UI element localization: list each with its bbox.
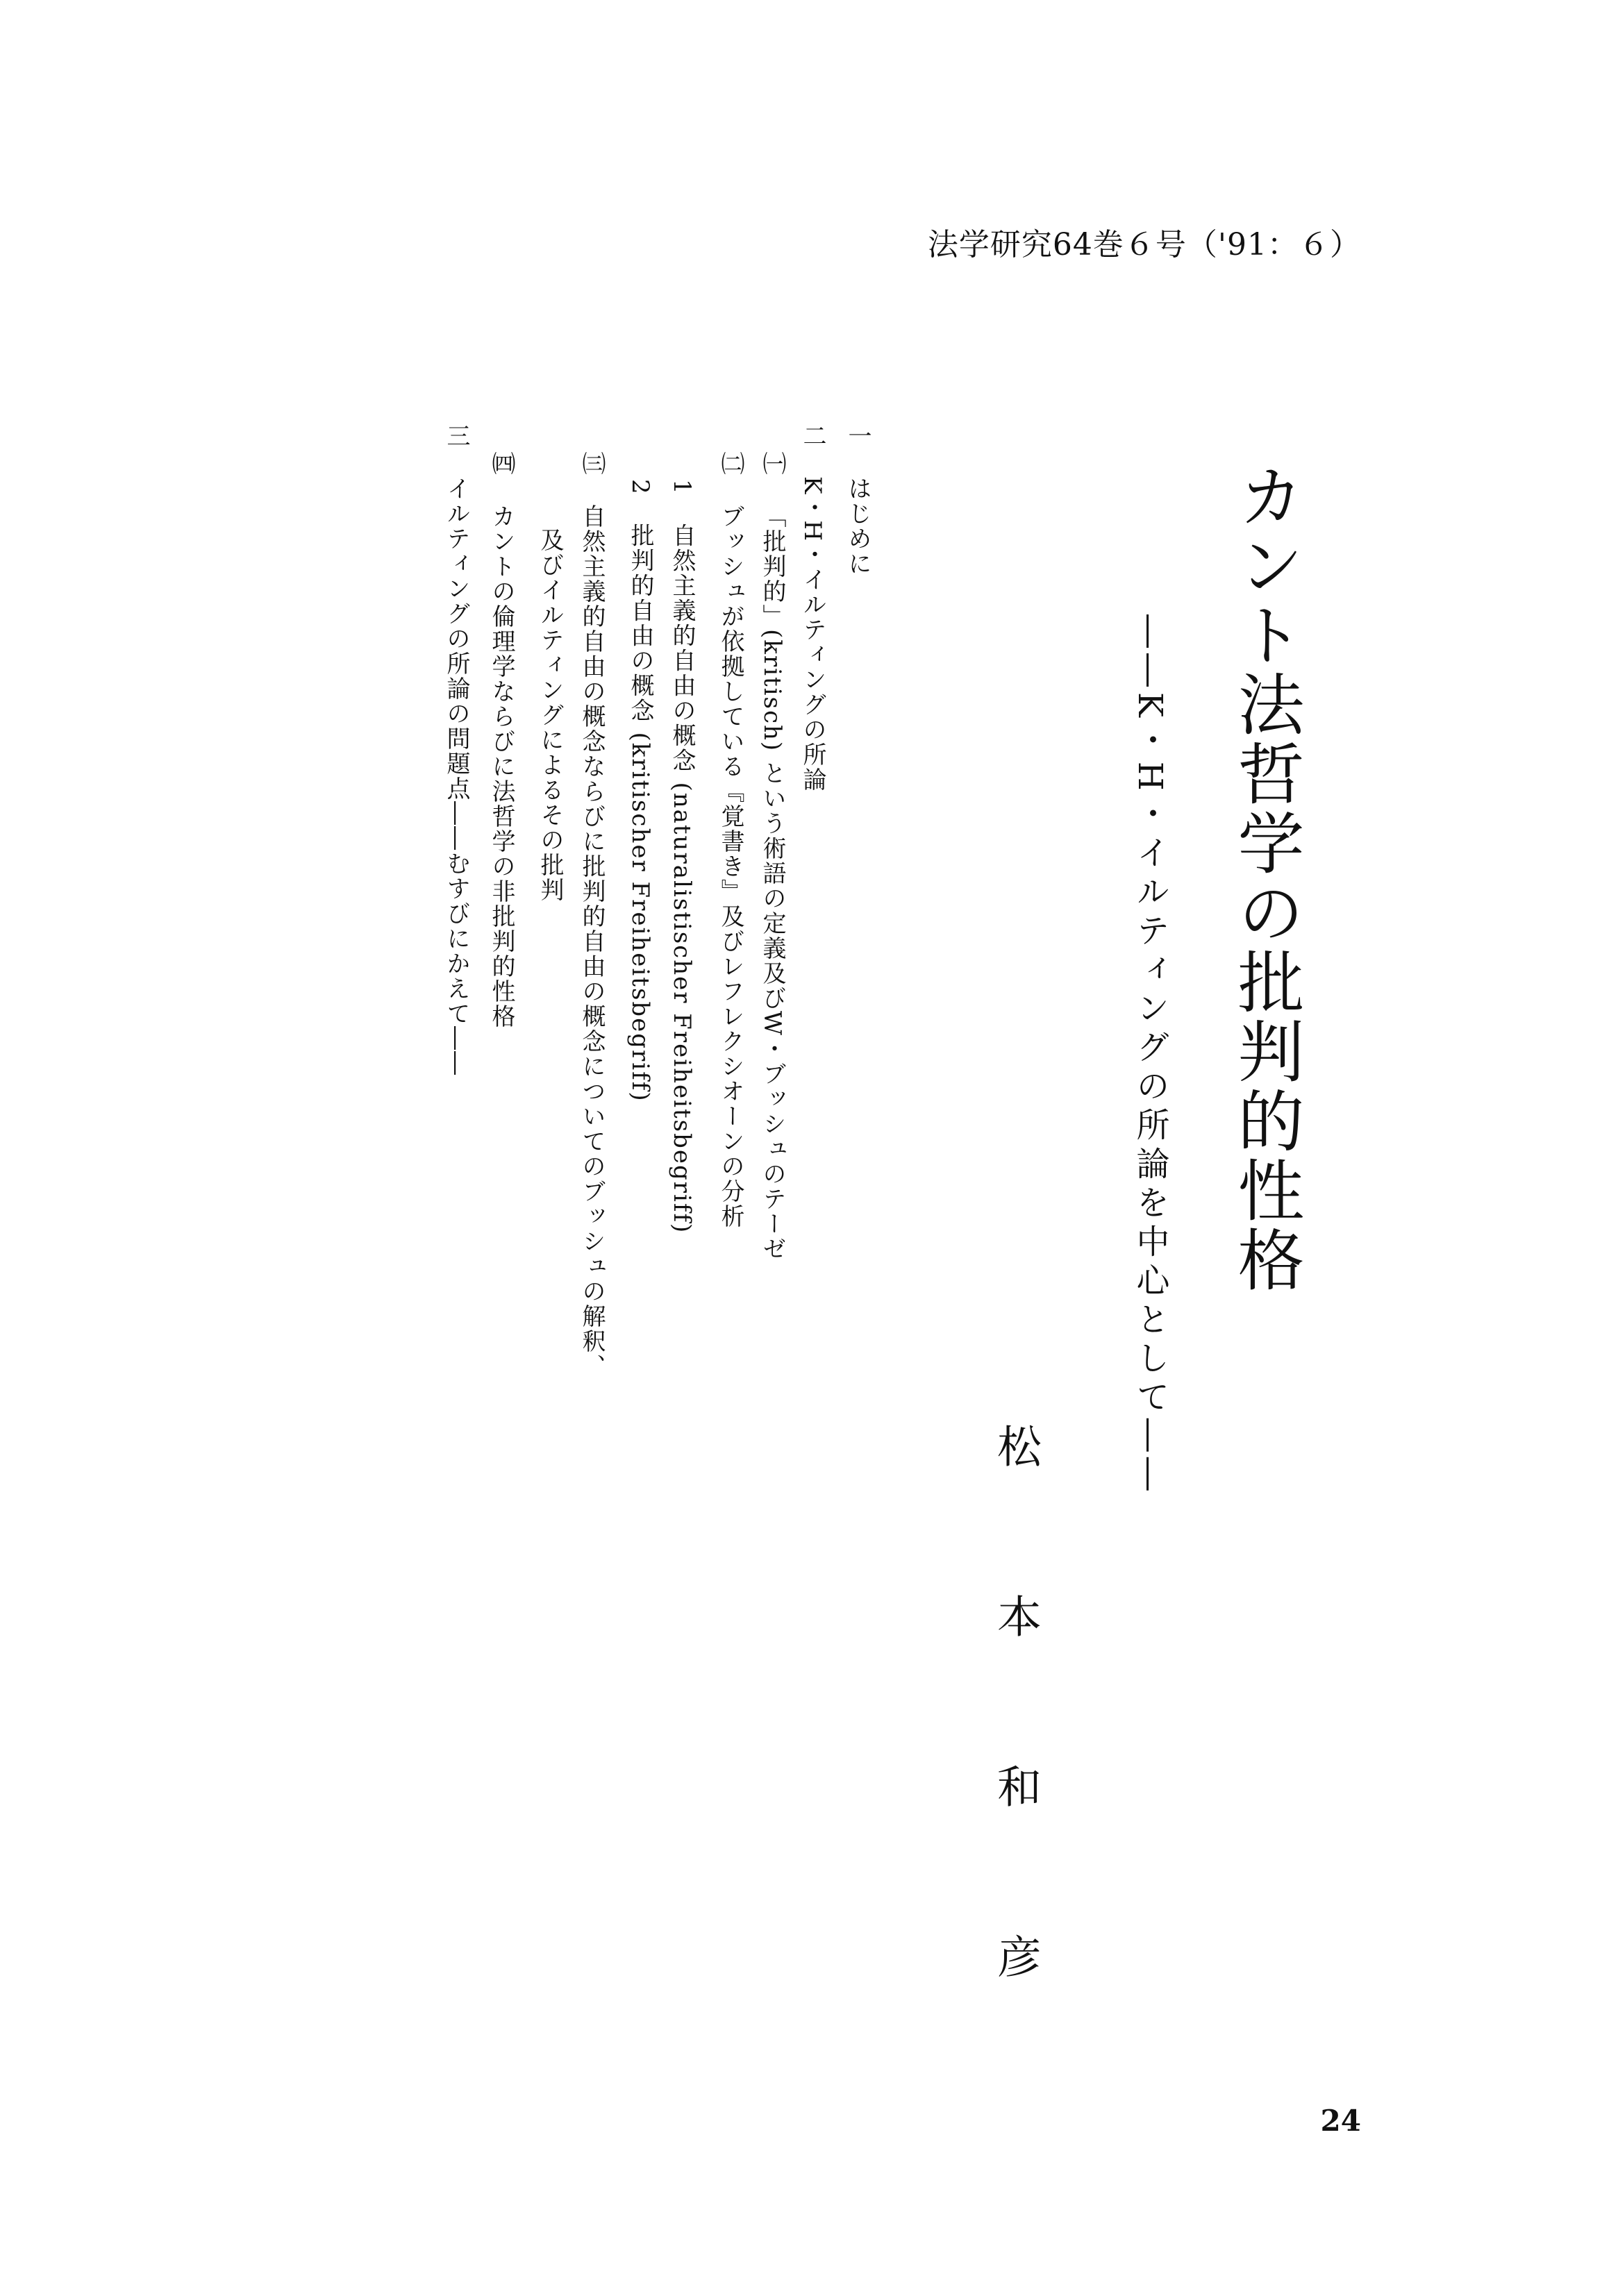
toc-item-3: [760, 451, 784, 1262]
toc-item-9: [487, 451, 515, 1029]
article-subtitle: ――K・H・イルティングの所論を中心として――: [1131, 614, 1169, 1496]
author-char-1: 松: [990, 1423, 1041, 1468]
page-number: 24: [1320, 2104, 1361, 2138]
toc-number: ㈡: [717, 451, 744, 476]
toc-number: 三: [442, 424, 470, 449]
toc-item-7: [578, 451, 606, 1379]
toc-number: 2: [626, 479, 654, 496]
author-char-2: 本: [990, 1593, 1041, 1638]
toc-item-2: [801, 424, 824, 792]
toc-number: ㈠: [758, 451, 786, 476]
toc-text: ブッシュが依拠している『覚書き』及びレフレクシオーンの分析: [717, 504, 744, 1229]
toc-number: ㈢: [578, 451, 606, 476]
toc-number: 二: [799, 424, 826, 449]
toc-item-1: [846, 424, 869, 576]
journal-header: 法学研究64巻６号（'91：６）: [927, 227, 1361, 262]
toc-text: 及びイルティングによるその批判: [536, 528, 564, 903]
toc-item-8: [538, 528, 562, 903]
article-title: カント法哲学の批判的性格: [1227, 462, 1305, 1295]
author-char-4: 彦: [990, 1934, 1041, 1978]
toc-number: 1: [668, 479, 696, 496]
toc-text: 自然主義的自由の概念 (naturalistischer Freiheitsbegriff): [668, 523, 696, 1234]
toc-item-6: [628, 479, 652, 1103]
toc-number: ㈣: [487, 451, 515, 476]
toc-text: 自然主義的自由の概念ならびに批判的自由の概念についてのブッシュの解釈、: [578, 504, 606, 1379]
author-char-3: 和: [990, 1763, 1041, 1808]
toc-text: はじめに: [844, 476, 871, 576]
toc-item-10: [444, 424, 468, 1076]
toc-item-5: [670, 479, 694, 1234]
toc-text: K・H・イルティングの所論: [799, 476, 826, 793]
toc-text: 「批判的」(kritisch) という術語の定義及びW・ブッシュのテーゼ: [758, 504, 786, 1262]
toc-number: 一: [844, 424, 871, 449]
toc-text: 批判的自由の概念 (kritischer Freiheitsbegriff): [626, 523, 654, 1103]
toc-text: カントの倫理学ならびに法哲学の非批判的性格: [487, 504, 515, 1029]
toc-item-4: [719, 451, 742, 1229]
toc-text: イルティングの所論の問題点――むすびにかえて――: [442, 476, 470, 1076]
